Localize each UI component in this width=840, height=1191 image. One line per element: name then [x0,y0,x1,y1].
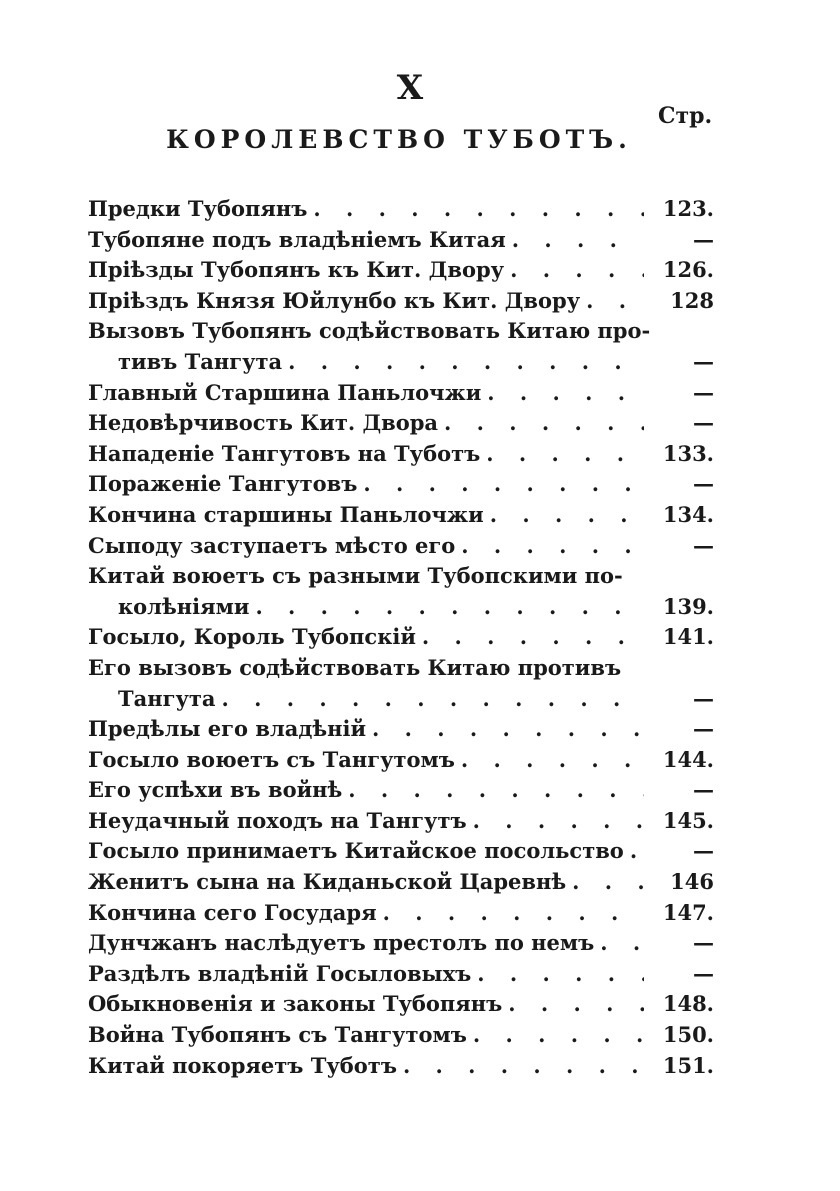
toc-page-number: 133. [662,440,714,466]
toc-entry [88,838,714,869]
dot-leader [512,227,644,252]
dot-leader [630,838,644,863]
toc-entry-title: Сыподу заступаетъ мѣсто его [88,532,456,558]
toc-page-number: 147. [662,899,714,925]
toc-page-number: 126. [662,257,714,283]
toc-page-number: — [693,226,714,252]
toc-page-number: — [693,379,714,405]
toc-entry-title: Китай покоряетъ Туботъ [88,1052,397,1078]
toc-entry-title: Обыкновенія и законы Тубопянъ [88,991,503,1017]
toc-entry [88,1053,714,1084]
toc-page-number: 148. [662,991,714,1017]
dot-leader [473,1022,644,1047]
toc-entry-title: Главный Старшина Паньлочжи [88,379,482,405]
toc-entry-title: Пораженіе Тангутовъ [88,471,358,497]
dot-leader [444,410,644,435]
toc-entry [88,380,714,411]
toc-entry-title: колѣніями [118,593,250,619]
dot-leader [486,441,644,466]
dot-leader [487,380,644,405]
toc-entry [88,563,714,594]
page-column-label: Стр. [658,103,713,129]
toc-entry-title: тивъ Тангута [118,348,283,374]
dot-leader [461,533,644,558]
toc-entry-title: Раздѣлъ владѣній Госыловыхъ [88,960,472,986]
toc-entry-title: Его вызовъ содѣйствовать Китаю противъ [88,654,622,680]
dot-leader [422,624,644,649]
toc-entry-title: Госыло воюетъ съ Тангутомъ [88,746,455,772]
dot-leader [490,502,644,527]
toc-entry-title: Его успѣхи въ войнѣ [88,777,343,803]
dot-leader [403,1053,644,1078]
toc-page-number: — [693,348,714,374]
toc-entry [88,686,714,717]
toc-entry-title: Неудачный походъ на Тангутъ [88,807,467,833]
toc-page-number: 146 [670,869,714,895]
toc-entry-title: Тангута [118,685,216,711]
toc-entry [88,777,714,808]
toc-page-number: — [693,838,714,864]
toc-entry-title: Предѣлы его владѣній [88,716,367,742]
toc-page-number: — [693,532,714,558]
toc-entry-title: Предки Тубопянъ [88,196,308,221]
toc-entry [88,196,714,227]
dot-leader [572,869,644,894]
toc-page-number: 151. [662,1052,714,1078]
toc-page-number: 128 [670,287,714,313]
toc-entry [88,716,714,747]
toc-entry-title: Нападеніе Тангутовъ на Туботъ [88,440,481,466]
toc-entry-title: Госыло принимаетъ Китайское посольство [88,838,624,864]
dot-leader [372,716,644,741]
toc-page-number: — [693,410,714,436]
toc-entry-title: Госыло, Король Тубопскій [88,624,416,650]
toc-entry [88,471,714,502]
dot-leader [508,991,644,1016]
toc-entry-title: Пріѣздъ Князя Юйлунбо къ Кит. Двору [88,287,581,313]
toc-page-number: — [693,685,714,711]
toc-entry [88,318,714,349]
toc-entry [88,1022,714,1053]
toc-entry [88,441,714,472]
toc-entry-title: Дунчжанъ наслѣдуетъ престолъ по немъ [88,930,595,956]
toc-page-number: — [693,930,714,956]
toc-entry [88,991,714,1022]
toc-page-number: 145. [662,807,714,833]
toc-entry-title: Война Тубопянъ съ Тангутомъ [88,1022,467,1048]
toc-entry [88,257,714,288]
dot-leader [255,594,644,619]
dot-leader [477,961,644,986]
dot-leader [461,747,644,772]
toc-entry-title: Китай воюетъ съ разными Тубопскими по- [88,563,623,589]
section-numeral: X [396,68,424,108]
toc-page-number: 144. [662,746,714,772]
table-of-contents [88,196,714,1083]
dot-leader [222,686,644,711]
toc-entry-title: Тубопяне подъ владѣніемъ Китая [88,226,506,252]
toc-entry [88,961,714,992]
toc-entry [88,533,714,564]
dot-leader [600,930,644,955]
toc-entry [88,900,714,931]
chapter-title: КОРОЛЕВСТВО ТУБОТЪ. [166,125,632,154]
toc-entry [88,624,714,655]
toc-page-number: 134. [662,501,714,527]
dot-leader [510,257,644,282]
toc-entry [88,410,714,441]
toc-page-number: — [693,777,714,803]
dot-leader [348,777,644,802]
dot-leader [313,196,644,221]
toc-entry [88,655,714,686]
toc-entry [88,502,714,533]
toc-page-number: 123. [662,196,714,221]
dot-leader [383,900,644,925]
toc-entry [88,349,714,380]
toc-entry-title: Кончина старшины Паньлочжи [88,501,484,527]
toc-entry [88,594,714,625]
dot-leader [586,288,644,313]
toc-entry [88,747,714,778]
toc-entry-title: Недовѣрчивость Кит. Двора [88,410,439,436]
toc-page-number: 150. [662,1022,714,1048]
toc-entry-title: Пріѣзды Тубопянъ къ Кит. Двору [88,257,505,283]
toc-entry-title: Кончина сего Государя [88,899,377,925]
toc-page-number: 141. [662,624,714,650]
toc-entry [88,930,714,961]
toc-entry [88,869,714,900]
toc-page-number: 139. [662,593,714,619]
toc-entry-title: Вызовъ Тубопянъ содѣйствовать Китаю про- [88,318,651,344]
toc-page-number: — [693,471,714,497]
dot-leader [473,808,644,833]
dot-leader [288,349,644,374]
toc-entry [88,227,714,258]
toc-entry [88,288,714,319]
toc-entry-title: Женитъ сына на Киданьской Царевнѣ [88,869,567,895]
dot-leader [363,471,644,496]
toc-entry [88,808,714,839]
toc-page-number: — [693,960,714,986]
toc-page-number: — [693,716,714,742]
